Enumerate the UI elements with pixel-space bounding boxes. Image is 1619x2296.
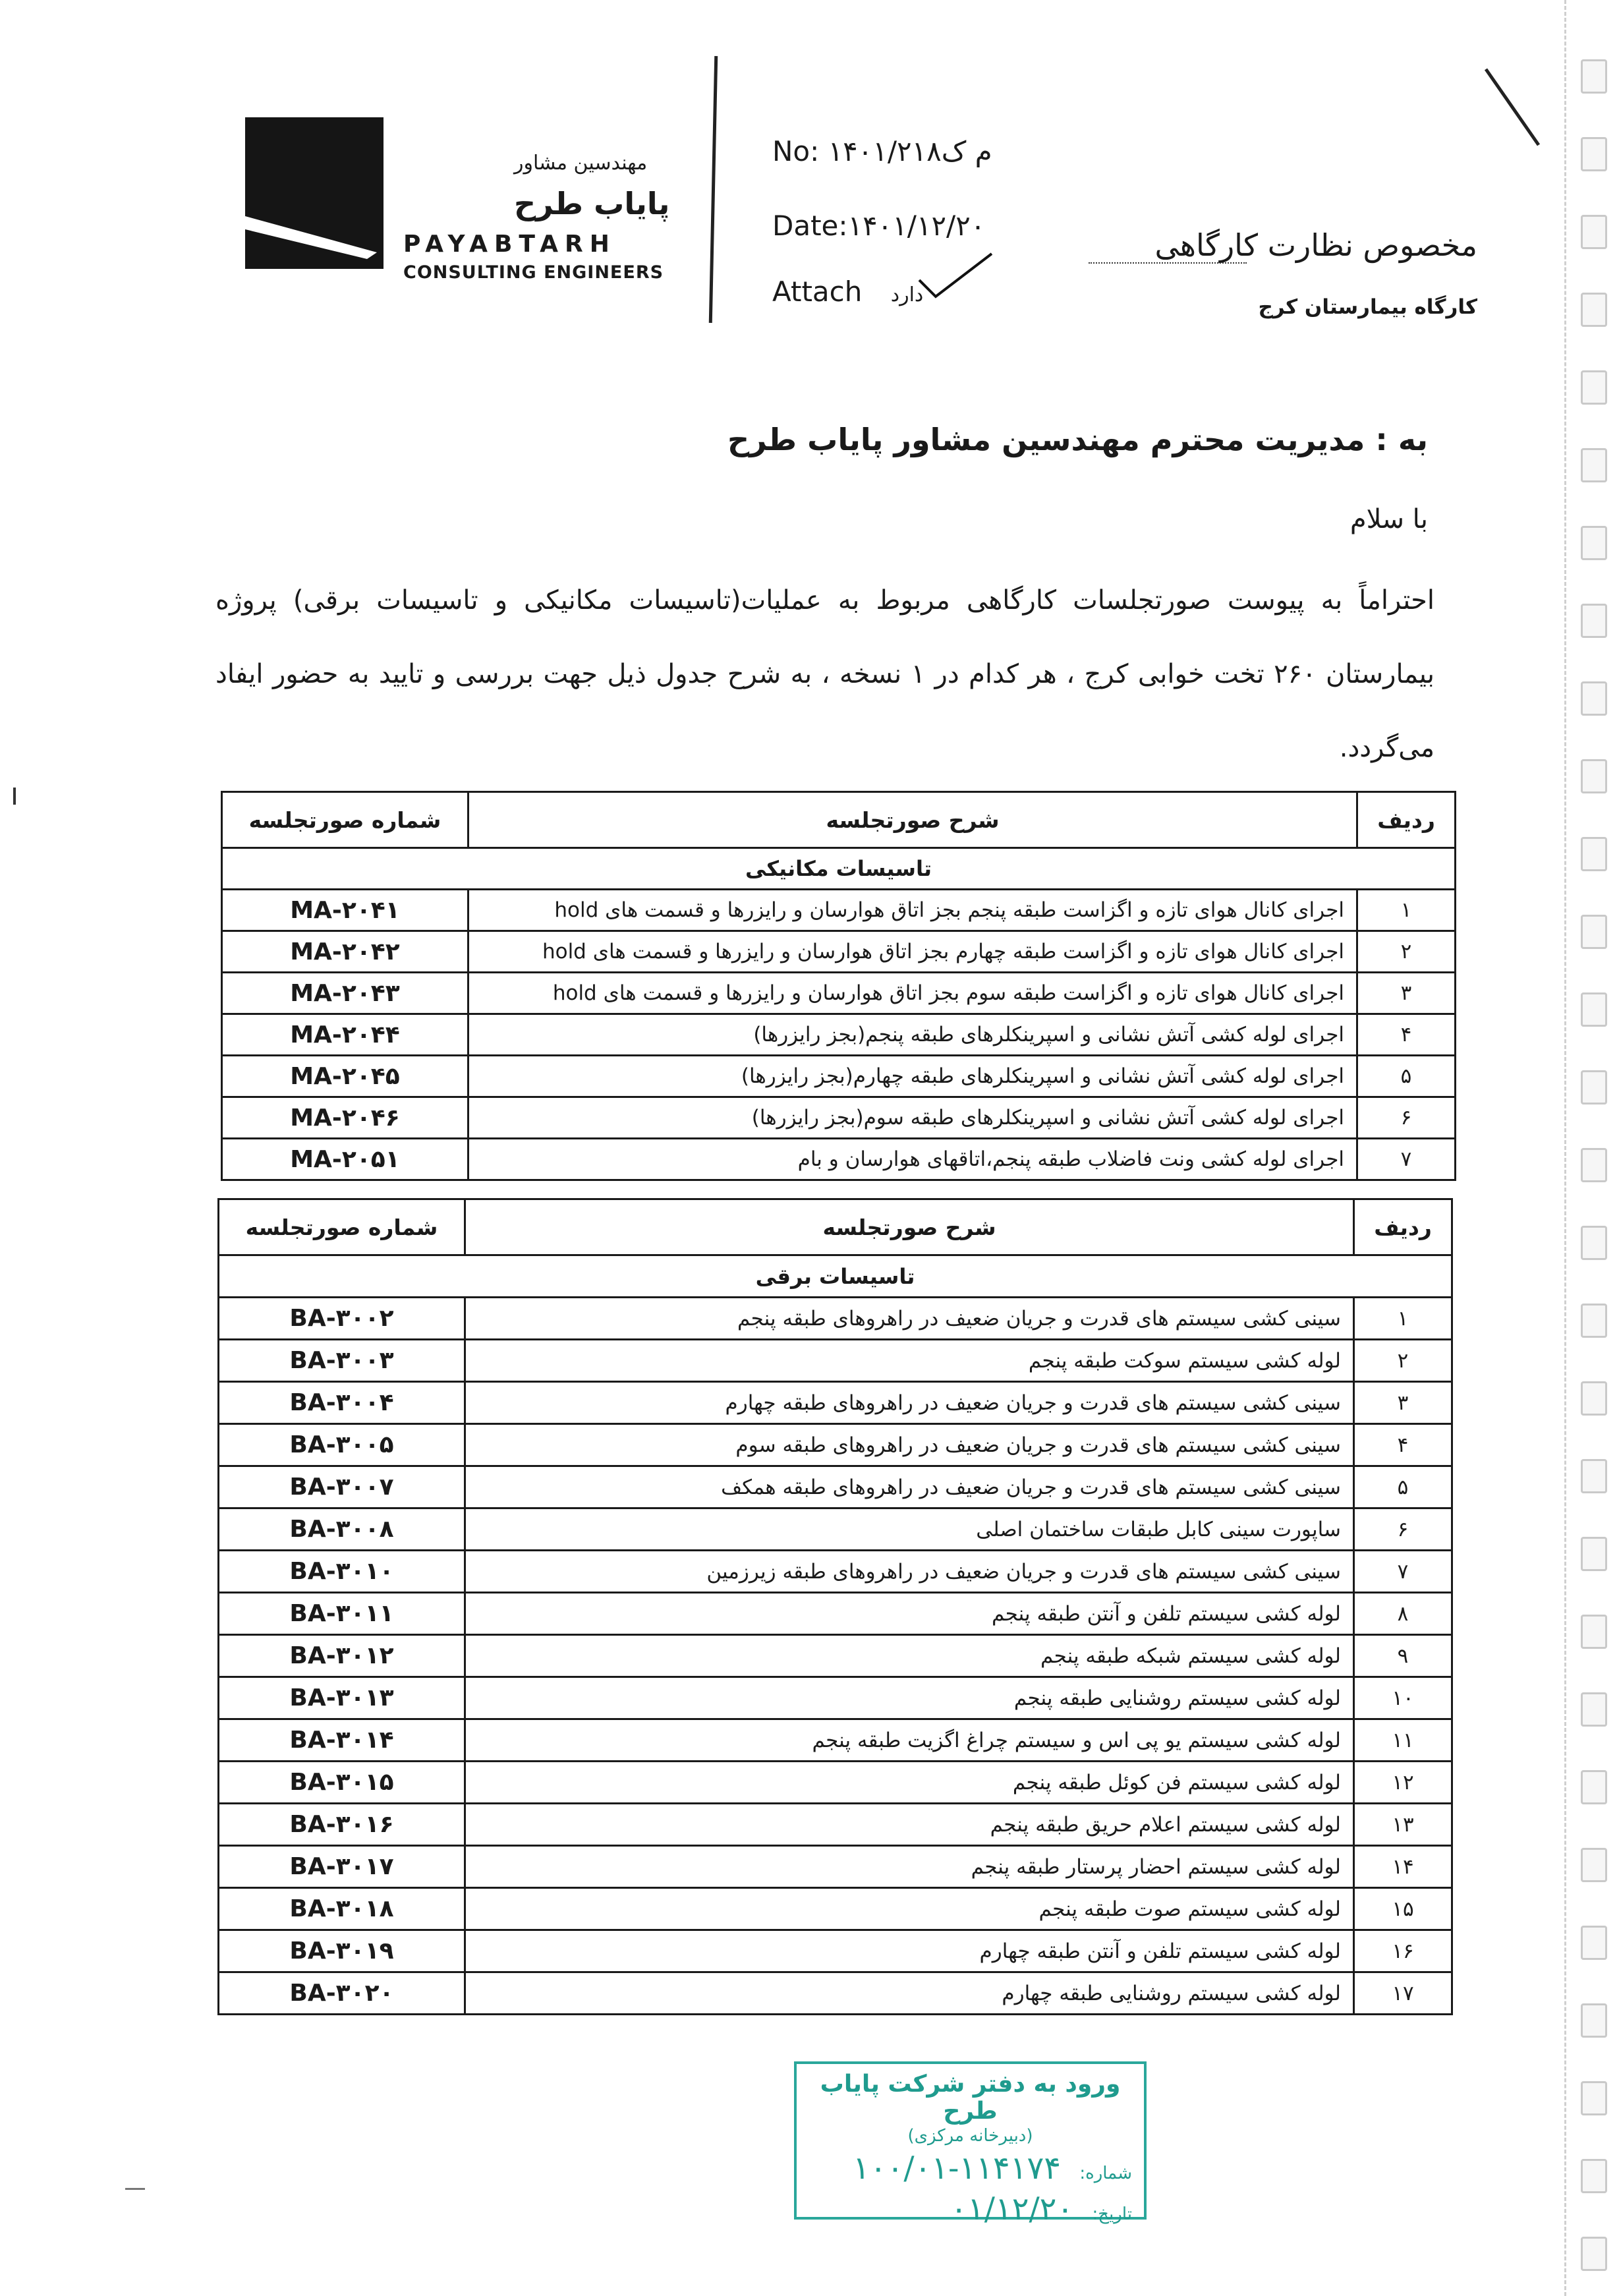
letter-number-value: ۱۴۰۱/۲۱۸م ک	[828, 135, 992, 167]
minutes-number-cell: BA-۳۰۰۳	[219, 1340, 465, 1382]
table-row	[219, 1888, 1452, 1930]
binding-hole	[1581, 1848, 1607, 1882]
minutes-number-cell: BA-۳۰۱۵	[219, 1762, 465, 1804]
row-number-cell: ۳	[1357, 973, 1456, 1014]
row-number-cell: ۱۷	[1354, 1972, 1452, 2015]
description-cell: سینی کشی سیستم های قدرت و جریان ضعیف در راهروهای طبقه زیرزمین	[465, 1551, 1354, 1593]
description-cell: اجرای لوله کشی آتش نشانی و اسپرینکلرهای طبقه پنجم(بجز رایزرها)	[469, 1014, 1357, 1056]
binding-hole	[1581, 2003, 1607, 2038]
stamp-date-value: ۰۱/۱۲/۲۰	[950, 2191, 1074, 2227]
minutes-number-cell: BA-۳۰۱۹	[219, 1930, 465, 1972]
table-row	[219, 1635, 1452, 1677]
description-cell: لوله کشی سیستم یو پی اس و سیستم چراغ اگزیت طبقه پنجم	[465, 1719, 1354, 1762]
binding-hole	[1581, 448, 1607, 482]
minutes-number-cell: BA-۳۰۱۷	[219, 1846, 465, 1888]
binding-hole	[1581, 1148, 1607, 1182]
binding-hole	[1581, 2237, 1607, 2271]
description-cell: لوله کشی سیستم سوکت طبقه پنجم	[465, 1340, 1354, 1382]
stamp-number-line	[809, 2150, 1132, 2187]
row-number-cell: ۷	[1357, 1139, 1456, 1180]
row-number-cell: ۱۱	[1354, 1719, 1452, 1762]
binding-hole	[1581, 1459, 1607, 1493]
office-entry-stamp	[794, 2061, 1147, 2227]
description-cell: اجرای لوله کشی ونت فاضلاب طبقه پنجم،اتاقهای هوارسان و بام	[469, 1139, 1357, 1180]
minutes-number-cell: BA-۳۰۱۳	[219, 1677, 465, 1719]
description-cell: لوله کشی سیستم روشنایی طبقه چهارم	[465, 1972, 1354, 2015]
table-row	[219, 1719, 1452, 1762]
minutes-number-cell: MA-۲۰۴۶	[222, 1097, 469, 1139]
table-row	[222, 973, 1456, 1014]
description-cell: لوله کشی سیستم تلفن و آنتن طبقه پنجم	[465, 1593, 1354, 1635]
binding-hole	[1581, 137, 1607, 171]
section-row	[219, 1255, 1452, 1298]
letter-date-value: ۱۴۰۱/۱۲/۲۰	[847, 210, 986, 242]
binding-hole	[1581, 1692, 1607, 1727]
table-row	[219, 1677, 1452, 1719]
row-number-cell: ۲	[1357, 931, 1456, 973]
table-row	[219, 1593, 1452, 1635]
binding-hole	[1581, 2081, 1607, 2115]
binding-hole	[1581, 59, 1607, 94]
header-minutes-number: شماره صورتجلسه	[219, 1199, 465, 1255]
row-number-cell: ۶	[1354, 1508, 1452, 1551]
description-cell: ساپورت سینی کابل طبقات ساختمان اصلی	[465, 1508, 1354, 1551]
minutes-number-cell: MA-۲۰۴۱	[222, 890, 469, 931]
minutes-number-cell: BA-۳۰۱۰	[219, 1551, 465, 1593]
binding-hole	[1581, 1304, 1607, 1338]
letter-number	[772, 135, 992, 167]
binding-hole	[1581, 2159, 1607, 2193]
letter-date-label: Date:	[772, 210, 848, 242]
header-description: شرح صورتجلسه	[469, 792, 1357, 848]
binding-hole	[1581, 837, 1607, 871]
table-header-row	[219, 1199, 1452, 1255]
company-logo-mark	[245, 117, 383, 269]
minutes-number-cell: BA-۳۰۰۵	[219, 1424, 465, 1466]
description-cell: اجرای کانال هوای تازه و اگزاست طبقه سوم بجز اتاق هوارسان و رایزرها و قسمت های hold	[469, 973, 1357, 1014]
table-row	[219, 1382, 1452, 1424]
row-number-cell: ۷	[1354, 1551, 1452, 1593]
letter-paragraph: احتراماً به پیوست صورتجلسات کارگاهی مربوط به عملیات(تاسیسات مکانیکی و تاسیسات برقی) پروژه بیمارستان ۲۶۰ تخت خوابی کرج ، هر کدام در ۱ نسخه ، به شرح جدول ذیل جهت بررسی و تایید به حضور ایفاد می‌گردد.	[215, 585, 1434, 763]
row-number-cell: ۱۳	[1354, 1804, 1452, 1846]
row-number-cell: ۱۲	[1354, 1762, 1452, 1804]
electrical-minutes-table	[217, 1198, 1453, 2015]
table-row	[222, 890, 1456, 931]
binding-hole	[1581, 293, 1607, 327]
header-row-number: ردیف	[1354, 1199, 1452, 1255]
attach-label: Attach	[772, 275, 863, 308]
department-underline	[1089, 262, 1247, 264]
stamp-date-line	[809, 2191, 1132, 2227]
table-row	[219, 1762, 1452, 1804]
table-row	[219, 1846, 1452, 1888]
logo-subtitle-en: CONSULTING ENGINEERS	[403, 262, 664, 283]
binding-hole	[1581, 1926, 1607, 1960]
binding-hole	[1581, 1537, 1607, 1571]
stamp-number-label: شماره:	[1079, 2164, 1132, 2183]
description-cell: سینی کشی سیستم های قدرت و جریان ضعیف در راهروهای طبقه پنجم	[465, 1298, 1354, 1340]
letter-date	[772, 210, 985, 242]
description-cell: لوله کشی سیستم روشنایی طبقه پنجم	[465, 1677, 1354, 1719]
minutes-number-cell: BA-۳۰۰۷	[219, 1466, 465, 1508]
section-row	[222, 848, 1456, 890]
minutes-number-cell: BA-۳۰۰۲	[219, 1298, 465, 1340]
description-cell: اجرای کانال هوای تازه و اگزاست طبقه چهارم بجز اتاق هوارسان و رایزرها و قسمت های hold	[469, 931, 1357, 973]
table-row	[219, 1551, 1452, 1593]
header-minutes-number: شماره صورتجلسه	[222, 792, 469, 848]
table-row	[222, 1014, 1456, 1056]
row-number-cell: ۳	[1354, 1382, 1452, 1424]
logo-title-fa: پایاب طرح	[514, 186, 670, 221]
row-number-cell: ۵	[1354, 1466, 1452, 1508]
attach-value: دارد	[890, 283, 924, 306]
site-name: کارگاه بیمارستان کرج	[1258, 295, 1477, 319]
description-cell: سینی کشی سیستم های قدرت و جریان ضعیف در راهروهای طبقه همکف	[465, 1466, 1354, 1508]
description-cell: سینی کشی سیستم های قدرت و جریان ضعیف در راهروهای طبقه سوم	[465, 1424, 1354, 1466]
minutes-number-cell: BA-۳۰۰۸	[219, 1508, 465, 1551]
description-cell: لوله کشی سیستم شبکه طبقه پنجم	[465, 1635, 1354, 1677]
binding-hole	[1581, 915, 1607, 949]
description-cell: سینی کشی سیستم های قدرت و جریان ضعیف در راهروهای طبقه چهارم	[465, 1382, 1354, 1424]
minutes-number-cell: BA-۳۰۱۸	[219, 1888, 465, 1930]
description-cell: لوله کشی سیستم احضار پرستار طبقه پنجم	[465, 1846, 1354, 1888]
row-number-cell: ۴	[1354, 1424, 1452, 1466]
row-number-cell: ۴	[1357, 1014, 1456, 1056]
table-row	[219, 1508, 1452, 1551]
scan-mark	[125, 2188, 145, 2190]
stamp-date-label: تاریخ:	[1092, 2204, 1132, 2224]
row-number-cell: ۹	[1354, 1635, 1452, 1677]
header-divider	[709, 56, 718, 323]
table-row	[222, 931, 1456, 973]
row-number-cell: ۱	[1354, 1298, 1452, 1340]
row-number-cell: ۱	[1357, 890, 1456, 931]
logo-title-en: PAYABTARH	[403, 231, 616, 258]
description-cell: اجرای لوله کشی آتش نشانی و اسپرینکلرهای طبقه سوم(بجز رایزرها)	[469, 1097, 1357, 1139]
description-cell: لوله کشی سیستم صوت طبقه پنجم	[465, 1888, 1354, 1930]
row-number-cell: ۱۴	[1354, 1846, 1452, 1888]
section-title-mechanical: تاسیسات مکانیکی	[222, 848, 1456, 890]
binding-hole	[1581, 992, 1607, 1027]
binding-hole	[1581, 370, 1607, 405]
table-row	[219, 1804, 1452, 1846]
minutes-number-cell: MA-۲۰۴۴	[222, 1014, 469, 1056]
scan-mark	[13, 788, 16, 805]
section-title-electrical: تاسیسات برقی	[219, 1255, 1452, 1298]
stamp-subtitle: (دبیرخانه مرکزی)	[907, 2126, 1033, 2146]
description-cell: اجرای لوله کشی آتش نشانی و اسپرینکلرهای طبقه چهارم(بجز رایزرها)	[469, 1056, 1357, 1097]
table-row	[222, 1139, 1456, 1180]
table-row	[219, 1466, 1452, 1508]
minutes-number-cell: BA-۳۰۰۴	[219, 1382, 465, 1424]
header-row-number: ردیف	[1357, 792, 1456, 848]
table-row	[219, 1424, 1452, 1466]
table-row	[219, 1930, 1452, 1972]
header-description: شرح صورتجلسه	[465, 1199, 1354, 1255]
description-cell: اجرای کانال هوای تازه و اگزاست طبقه پنجم بجز اتاق هوارسان و رایزرها و قسمت های hold	[469, 890, 1357, 931]
pen-mark	[1483, 66, 1542, 152]
binding-hole	[1581, 1226, 1607, 1260]
description-cell: لوله کشی سیستم اعلام حریق طبقه پنجم	[465, 1804, 1354, 1846]
department-title: مخصوص نظارت کارگاهی	[1154, 227, 1477, 263]
row-number-cell: ۱۶	[1354, 1930, 1452, 1972]
greeting: با سلام	[1349, 504, 1428, 534]
checkmark-icon	[916, 250, 995, 303]
letter-number-label: No:	[772, 135, 820, 167]
minutes-number-cell: BA-۳۰۱۲	[219, 1635, 465, 1677]
row-number-cell: ۶	[1357, 1097, 1456, 1139]
row-number-cell: ۸	[1354, 1593, 1452, 1635]
stamp-number-value: ۱۰۰/۰۱-۱۱۴۱۷۴	[853, 2150, 1062, 2187]
row-number-cell: ۱۵	[1354, 1888, 1452, 1930]
binding-hole	[1581, 604, 1607, 638]
table-row	[222, 1097, 1456, 1139]
mechanical-minutes-table	[221, 791, 1456, 1181]
minutes-number-cell: BA-۳۰۱۱	[219, 1593, 465, 1635]
binding-hole	[1581, 526, 1607, 560]
row-number-cell: ۱۰	[1354, 1677, 1452, 1719]
binding-hole	[1581, 759, 1607, 793]
table-row	[219, 1972, 1452, 2015]
minutes-number-cell: MA-۲۰۵۱	[222, 1139, 469, 1180]
minutes-number-cell: MA-۲۰۴۲	[222, 931, 469, 973]
row-number-cell: ۵	[1357, 1056, 1456, 1097]
minutes-number-cell: BA-۳۰۱۶	[219, 1804, 465, 1846]
description-cell: لوله کشی سیستم تلفن و آنتن طبقه چهارم	[465, 1930, 1354, 1972]
recipient-line: به : مدیریت محترم مهندسین مشاور پایاب طرح	[727, 422, 1428, 457]
minutes-number-cell: BA-۳۰۲۰	[219, 1972, 465, 2015]
binding-hole	[1581, 1615, 1607, 1649]
minutes-number-cell: BA-۳۰۱۴	[219, 1719, 465, 1762]
binding-hole	[1581, 1070, 1607, 1105]
binding-hole	[1581, 1381, 1607, 1416]
letter-attachment	[772, 275, 923, 308]
table-row	[219, 1298, 1452, 1340]
table-row	[222, 1056, 1456, 1097]
row-number-cell: ۲	[1354, 1340, 1452, 1382]
description-cell: لوله کشی سیستم فن کوئل طبقه پنجم	[465, 1762, 1354, 1804]
table-header-row	[222, 792, 1456, 848]
stamp-title: ورود به دفتر شرکت پایاب طرح	[820, 2071, 1121, 2125]
binding-hole	[1581, 681, 1607, 716]
minutes-number-cell: MA-۲۰۴۳	[222, 973, 469, 1014]
table-row	[219, 1340, 1452, 1382]
logo-subtitle-fa: مهندسین مشاور	[514, 152, 648, 175]
binding-hole	[1581, 1770, 1607, 1804]
minutes-number-cell: MA-۲۰۴۵	[222, 1056, 469, 1097]
binding-hole	[1581, 215, 1607, 249]
